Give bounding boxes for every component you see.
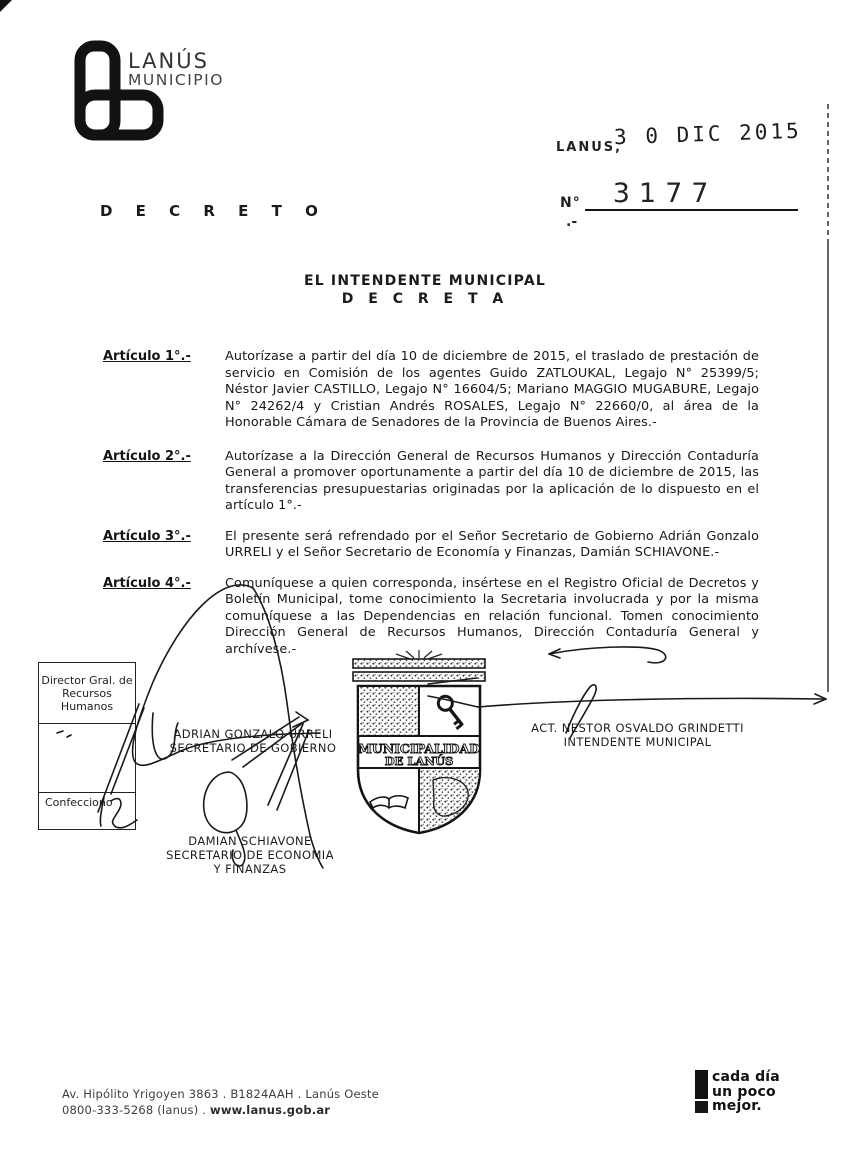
logo-subtitle: MUNICIPIO: [128, 71, 224, 90]
footer-website: www.lanus.gob.ar: [210, 1103, 331, 1117]
signature-intendente: [495, 721, 780, 749]
routing-box-confecciono-label: Confecciono: [45, 796, 113, 809]
title-line-1: EL INTENDENTE MUNICIPAL: [303, 273, 547, 289]
slogan-square-icon: [695, 1101, 708, 1113]
article-1-label: Artículo 1°.-: [103, 349, 191, 364]
place-label: LANUS,: [556, 140, 623, 155]
footer-address-line-2: [62, 1102, 379, 1118]
routing-stamp-box: [38, 662, 136, 830]
crest-band-line-1: MUNICIPALIDAD: [357, 741, 481, 756]
secretary-gobierno-name: ADRIAN GONZALO URRELI: [173, 727, 333, 741]
slogan-text: [712, 1070, 780, 1114]
document-title: [255, 272, 595, 308]
logo-wordmark: [128, 50, 224, 88]
article-2: [103, 449, 759, 515]
secretary-economia-name: DAMIAN SCHIAVONE: [188, 834, 312, 848]
article-3-label: Artículo 3°.-: [103, 528, 191, 544]
article-4-label: Artículo 4°.-: [103, 575, 191, 591]
footer-address-line-1: Av. Hipólito Yrigoyen 3863 . B1824AAH . Lanús Oeste: [62, 1087, 379, 1101]
article-2-text: Autorízase a la Dirección General de Recursos Humanos y Dirección Contaduría General a promover oportunamente a partir del día 10 de diciembre de 2015, las transferencias presupuestarias originadas por la aplicación de lo dispuesto en el artículo 1°.-: [225, 448, 759, 513]
number-suffix: .-: [566, 214, 578, 230]
date-stamp: 3 0 DIC 2015: [613, 118, 803, 150]
article-4: [103, 576, 759, 659]
crest-rays: [396, 650, 442, 659]
title-line-2: D E C R E T A: [341, 291, 509, 307]
secretary-gobierno-title: SECRETARIO DE GOBIERNO: [169, 741, 337, 755]
lanus-coat-of-arms: [348, 650, 490, 840]
intendente-name: ACT. NESTOR OSVALDO GRINDETTI: [531, 721, 744, 735]
article-3-text: El presente será refrendado por el Señor Secretario de Gobierno Adrián Gonzalo URRELI y el Señor Secretario de Economía y Finanzas, Damián SCHIAVONE.-: [225, 528, 759, 560]
signature-secretary-economia: [138, 834, 362, 876]
intendente-title: INTENDENTE MUNICIPAL: [563, 735, 712, 749]
slogan-bar-icon: [695, 1070, 708, 1099]
number-label: N°: [560, 195, 581, 211]
slogan-line-3: mejor.: [712, 1098, 762, 1114]
secretary-economia-title-1: SECRETARIO DE ECONOMIA: [166, 848, 334, 862]
signature-secretary-gobierno: [158, 727, 348, 755]
slogan-line-2: un poco: [712, 1083, 776, 1100]
article-4-text: Comuníquese a quien corresponda, insértese en el Registro Oficial de Decretos y Boletín Municipal, tome conocimiento la Secretaria involucrada y por la misma comuníquese a las Dependencias en relación funcional. Tomen conocimiento Dirección General de Recursos Humanos, Dirección Contaduría General y archívese.-: [225, 575, 759, 657]
slogan-line-1: cada día: [712, 1069, 780, 1085]
scan-corner-artifact: [0, 0, 12, 12]
routing-box-office-label: Director Gral. de Recursos Humanos: [39, 663, 135, 724]
slogan-logo-icon: [695, 1070, 708, 1114]
crest-band-line-2: DE LANÚS: [384, 754, 454, 768]
article-1: [103, 349, 759, 432]
logo-title: LANÚS: [128, 49, 209, 73]
articles-section: [103, 349, 759, 658]
number-line: [585, 178, 798, 211]
footer-slogan: [695, 1070, 780, 1114]
footer-address: [62, 1086, 379, 1118]
footer-phone: 0800-333-5268 (lanus) .: [62, 1103, 210, 1117]
document-type-heading: D E C R E T O: [100, 202, 327, 220]
article-2-label: Artículo 2°.-: [103, 448, 191, 464]
article-1-text: Autorízase a partir del día 10 de diciembre de 2015, el traslado de prestación de servicio en Comisión de los agentes Guido ZATLOUKAL, Legajo N° 25399/5; Néstor Javier CASTILLO, Legajo N° 16604/5; Mariano MAGGIO MUGABURE, Legajo N° 24262/4 y Cristian Andrés ROSALES, Legajo N° 22660/0, al área de la Honorable Cámara de Senadores de la Provincia de Buenos Aires.-: [225, 349, 759, 430]
decree-number-row: [560, 178, 800, 230]
article-3: [103, 529, 759, 562]
decree-number: 3177: [612, 178, 718, 209]
secretary-economia-title-2: Y FINANZAS: [213, 862, 287, 876]
routing-box-signature-cell: [39, 724, 135, 793]
